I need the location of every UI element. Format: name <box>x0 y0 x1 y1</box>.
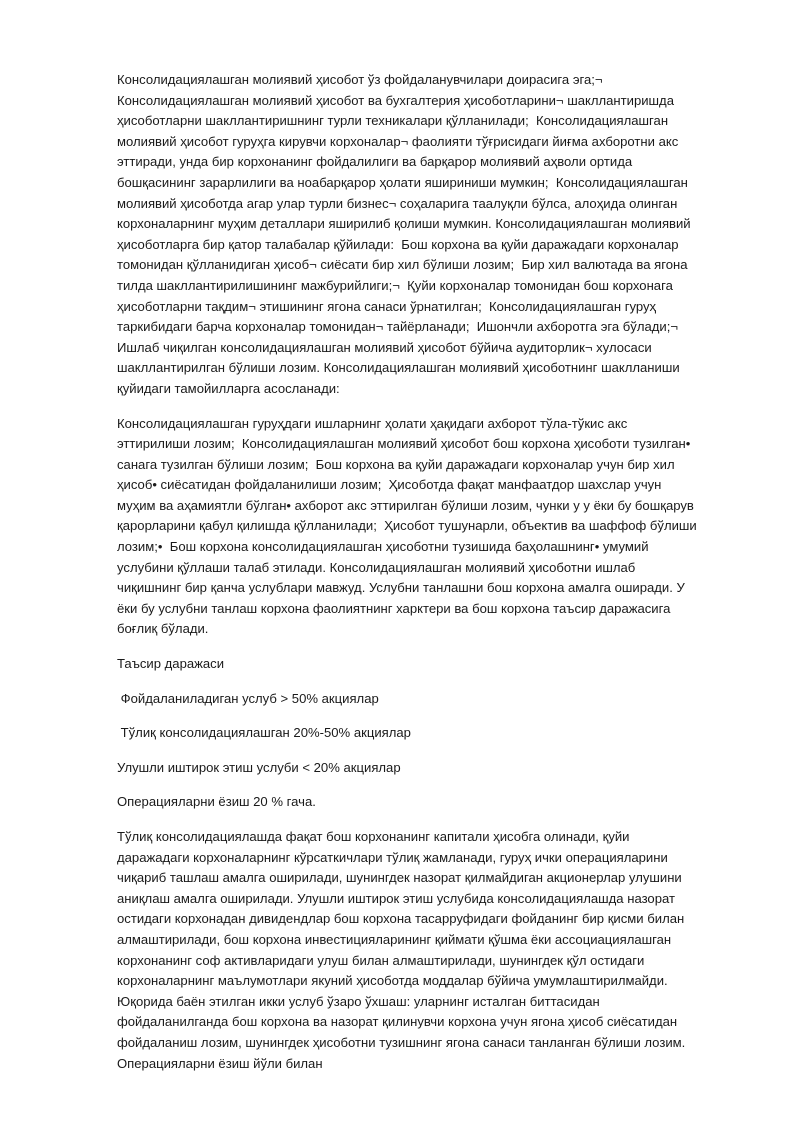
list-item-full-consolidation-20-50: Тўлиқ консолидациялашган 20%-50% акциялар <box>117 725 411 741</box>
paragraph-full-consolidation-description: Тўлиқ консолидациялашда фақат бош корхонанинг капитали ҳисобга олинади, қуйи даражадаги корхоналарнинг кўрсаткичлари тўлиқ жамланади, гуруҳ ички операцияларини чиқариб ташлаш амалга оширилади, шунингдек назорат қилмайдиган акционерлар улушини аниқлаш амалга оширилади. Улушли иштирок этиш услубида консолидациялашда назорат остидаги корхонадан дивидендлар бош корхона тасарруфидаги фойданинг бир қисми билан алмаштирилади, бош корхона инвестицияларининг қиймати қўшма ёки ассоциациялашган корхонанинг соф активларидаги улуш билан алмаштирилади, шунингдек қўл остидаги корхоналарнинг маълумотлари якуний ҳисоботда моддалар бўйича умумлаштирилмайди. Юқорида баён этилган икки услуб ўзаро ўхшаш: уларнинг исталган биттасидан фойдаланилганда бош корхона ва назорат қилинувчи корхона учун ягона ҳисоб сиёсатидан фойдаланиш лозим, шунингдек ҳисоботни тузишнинг ягона санаси танланган бўлиши лозим. Операцияларни ёзиш йўли билан <box>117 829 689 1071</box>
list-item-equity-method-under-20: Улушли иштирок этиш услуби < 20% акциялар <box>117 759 401 775</box>
heading-influence-level: Таъсир даражаси <box>117 656 225 672</box>
paragraph-consolidation-principles: Консолидациялашган гуруҳдаги ишларнинг ҳолати ҳақидаги ахборот тўла-тўкис акс эттирилиши лозим; Консолидациялашган молиявий ҳисобот бош корхона ҳисоботи тузилган• санага тузилган бўлиши лозим; Бош корхона ва қуйи даражадаги корхоналар учун бир хил ҳисоб• сиёсатидан фойдаланилиши лозим; Ҳисоботда фақат манфаатдор шахслар учун муҳим ва аҳамиятли бўлган• ахборот акс эттирилган бўлиши лозим, чунки у у ёки бу бошқарув қарорларини қабул қилишда қўлланилади; Ҳисобот тушунарли, объектив ва шаффоф бўлиши лозим;• Бош корхона консолидациялашган ҳисоботни тузишида баҳолашнинг• умумий услубини қўллаши талаб этилади. Консолидациялашган молиявий ҳисоботни ишлаб чиқишнинг бир қанча услублари мавжуд. Услубни танлашни бош корхона амалга оширади. У ёки бу услубни танлаш корхона фаолиятнинг харктери ва бош корхона таъсир даражасига боғлиқ бўлади. <box>117 415 701 637</box>
list-item-method-over-50: Фойдаланиладиган услуб > 50% акциялар <box>117 690 379 706</box>
list-item-transaction-recording-up-to-20: Операцияларни ёзиш 20 % гача. <box>117 794 316 810</box>
document-page <box>117 70 701 1088</box>
paragraph-consolidated-reporting-requirements: Консолидациялашган молиявий ҳисобот ўз фойдаланувчилари доирасига эга;¬ Консолидациялашган молиявий ҳисобот ва бухгалтерия ҳисоботларини¬ шакллантиришда ҳисоботларни шакллантиришнинг турли техникалари қўлланилади; Консолидациялашган молиявий ҳисобот гуруҳга кирувчи корхоналар¬ фаолияти тўғрисидаги йиғма ахборотни акс эттиради, унда бир корхонанинг фойдалилиги ва барқарор молиявий аҳволи ортида бошқасининг зарарлилиги ва ноабарқарор ҳолати яшириниши мумкин; Консолидациялашган молиявий ҳисоботда агар улар турли бизнес¬ соҳаларига таалуқли бўлса, алоҳида олинган корхоналарнинг муҳим деталлари яширилиб қолиши мумкин. Консолидациялашган молиявий ҳисоботларга бир қатор талабалар қўйилади: Бош корхона ва қуйи даражадаги корхоналар томонидан қўлланидиган ҳисоб¬ сиёсати бир хил бўлиши лозим; Бир хил валютада ва ягона тилда шакллантирилишининг мажбурийлиги;¬ Қуйи корхоналар томонидан бош корхонага ҳисоботларни тақдим¬ этишининг ягона санаси ўрнатилган; Консолидациялашган гуруҳ таркибидаги барча корхоналар томонидан¬ тайёрланади; Ишончли ахборотга эга бўлади;¬ Ишлаб чиқилган консолидациялашган молиявий ҳисобот бўйича аудиторлик¬ хулосаси шакллантирилган бўлиши лозим. Консолидациялашган молиявий ҳисоботнинг шаклланиши қуйидаги тамойилларга асосланади: <box>117 72 695 396</box>
